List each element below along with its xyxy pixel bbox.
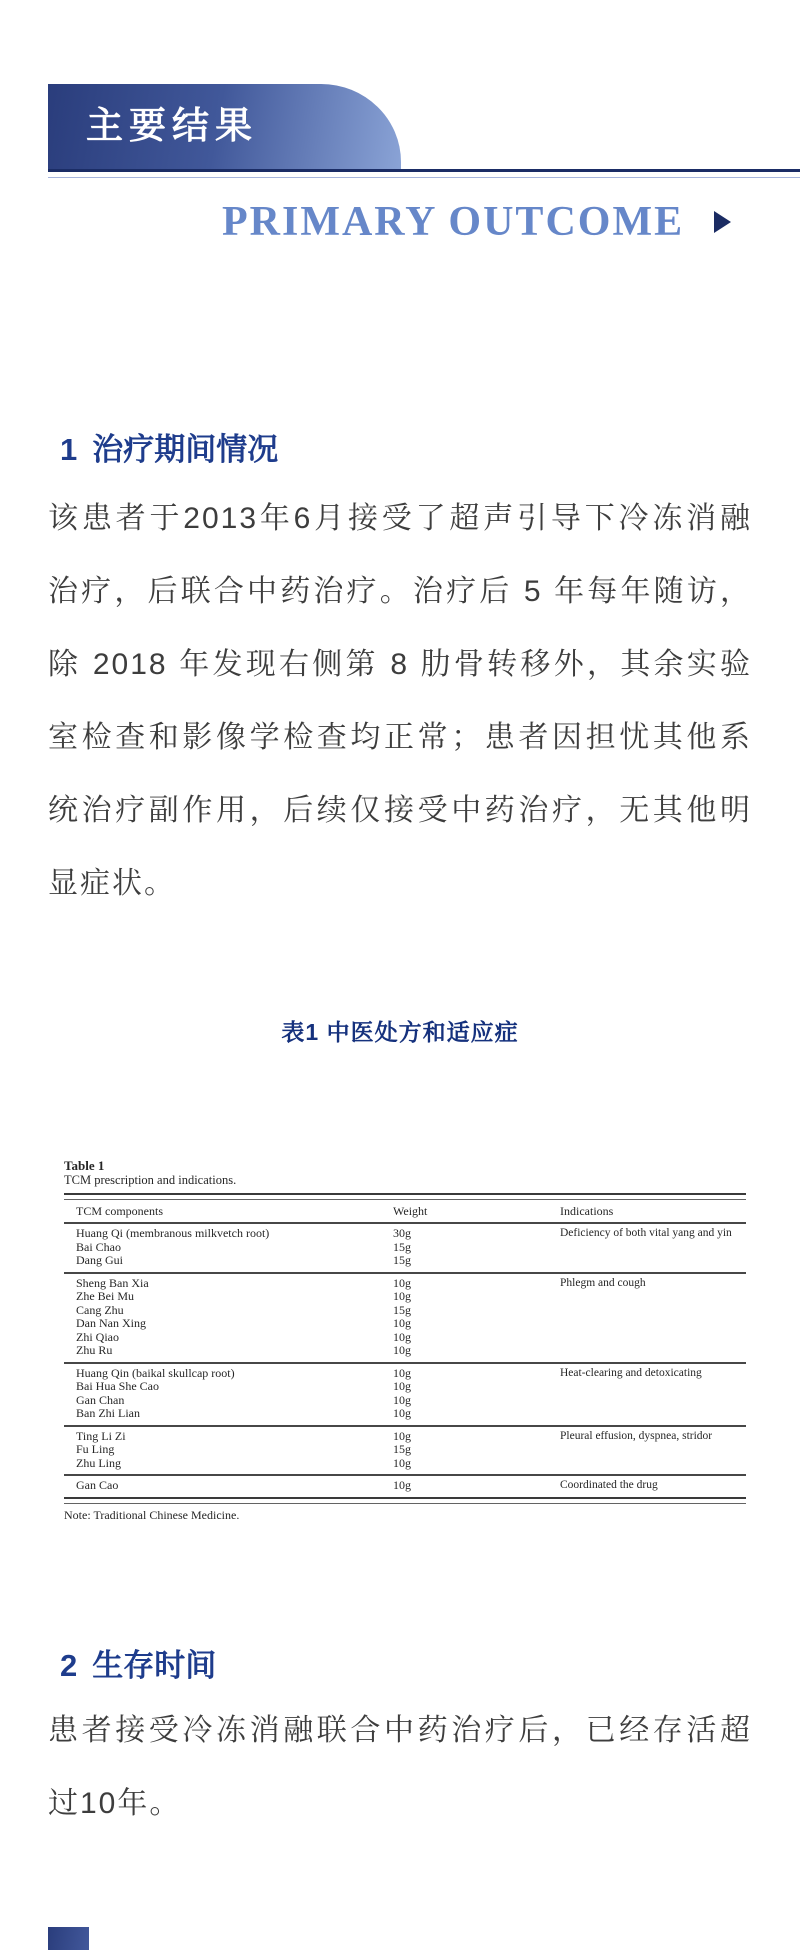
header-tcm-components: TCM components bbox=[76, 1204, 163, 1218]
section-banner bbox=[48, 84, 401, 169]
component-cell: Huang Qin (baikal skullcap root) bbox=[76, 1365, 235, 1380]
section1-heading bbox=[60, 424, 278, 469]
weight-cell: 10g bbox=[393, 1289, 411, 1303]
paragraph-line: 患者接受冷冻消融联合中药治疗后，已经存活超 bbox=[48, 1714, 752, 1747]
table-group bbox=[64, 1224, 746, 1272]
table-group bbox=[64, 1474, 746, 1497]
component-cell: Zhe Bei Mu bbox=[76, 1289, 134, 1303]
paragraph-line: 过10年。 bbox=[48, 1787, 182, 1820]
weight-cell: 10g bbox=[393, 1392, 411, 1407]
tcm-table bbox=[64, 1158, 746, 1522]
table-subtitle: TCM prescription and indications. bbox=[64, 1173, 237, 1187]
subtitle-row bbox=[222, 198, 731, 246]
weight-cell: 10g bbox=[393, 1316, 411, 1330]
section2-heading bbox=[60, 1640, 216, 1685]
component-cell: Bai Chao bbox=[76, 1239, 121, 1254]
table-body bbox=[64, 1224, 746, 1497]
weight-cell: 15g bbox=[393, 1442, 411, 1456]
indication-cell: Phlegm and cough bbox=[560, 1276, 646, 1289]
table-caption: 表1 中医处方和适应症 bbox=[281, 1019, 519, 1045]
paragraph-line: 除 2018 年发现右侧第 8 肋骨转移外，其余实验 bbox=[48, 648, 752, 681]
weight-cell: 15g bbox=[393, 1302, 411, 1317]
table-column bbox=[393, 1367, 560, 1421]
header-indications: Indications bbox=[560, 1204, 614, 1218]
section1-title: 治疗期间情况 bbox=[92, 432, 279, 467]
weight-cell: 10g bbox=[393, 1343, 411, 1357]
weight-cell: 10g bbox=[393, 1329, 411, 1344]
component-cell: Ban Zhi Lian bbox=[76, 1406, 140, 1420]
table-bottom-rule bbox=[64, 1497, 746, 1504]
table-column bbox=[64, 1479, 393, 1493]
component-cell: Huang Qi (membranous milkvetch root) bbox=[76, 1226, 270, 1240]
component-cell: Ting Li Zi bbox=[76, 1428, 126, 1443]
banner-underline-thin bbox=[48, 177, 800, 178]
play-triangle-icon bbox=[714, 211, 731, 233]
table-column bbox=[393, 1479, 560, 1493]
weight-cell: 15g bbox=[393, 1253, 411, 1267]
table-group bbox=[64, 1425, 746, 1475]
table-column bbox=[560, 1367, 746, 1421]
weight-cell: 10g bbox=[393, 1455, 411, 1470]
section1-paragraph bbox=[48, 482, 752, 920]
component-cell: Cang Zhu bbox=[76, 1302, 124, 1317]
component-cell: Zhu Ru bbox=[76, 1343, 113, 1357]
banner-underline bbox=[48, 169, 800, 172]
weight-cell: 10g bbox=[393, 1478, 411, 1492]
indication-cell: Coordinated the drug bbox=[560, 1479, 658, 1491]
table-column bbox=[64, 1277, 393, 1358]
table-title: Table 1 bbox=[64, 1158, 105, 1173]
table-column bbox=[393, 1430, 560, 1471]
table-group bbox=[64, 1272, 746, 1362]
weight-cell: 15g bbox=[393, 1239, 411, 1254]
indication-cell: Deficiency of both vital yang and yin bbox=[560, 1227, 732, 1239]
section2-number: 2 bbox=[60, 1648, 78, 1683]
table-top-rule bbox=[64, 1193, 746, 1200]
component-cell: Sheng Ban Xia bbox=[76, 1275, 149, 1290]
header-weight: Weight bbox=[393, 1204, 428, 1218]
table-column bbox=[560, 1479, 746, 1493]
primary-outcome-title: PRIMARY OUTCOME bbox=[222, 199, 685, 245]
table-note: Note: Traditional Chinese Medicine. bbox=[64, 1507, 240, 1522]
next-section-banner-corner bbox=[48, 1927, 89, 1950]
component-cell: Gan Cao bbox=[76, 1478, 119, 1492]
table-column bbox=[560, 1430, 746, 1471]
component-cell: Zhi Qiao bbox=[76, 1329, 119, 1344]
paragraph-line: 室检查和影像学检查均正常；患者因担忧其他系 bbox=[48, 721, 752, 754]
component-cell: Gan Chan bbox=[76, 1392, 125, 1407]
weight-cell: 10g bbox=[393, 1406, 411, 1420]
banner-title: 主要结果 bbox=[86, 106, 258, 147]
component-cell: Bai Hua She Cao bbox=[76, 1379, 159, 1393]
table-column bbox=[560, 1227, 746, 1268]
component-cell: Zhu Ling bbox=[76, 1455, 121, 1470]
component-cell: Dang Gui bbox=[76, 1253, 123, 1267]
section2-paragraph bbox=[48, 1694, 752, 1840]
weight-cell: 10g bbox=[393, 1379, 411, 1393]
table-column bbox=[393, 1277, 560, 1358]
indication-cell: Pleural effusion, dyspnea, stridor bbox=[560, 1429, 713, 1442]
table-column bbox=[64, 1227, 393, 1268]
paragraph-line: 统治疗副作用，后续仅接受中药治疗，无其他明 bbox=[48, 794, 752, 827]
paragraph-line: 该患者于2013年6月接受了超声引导下冷冻消融 bbox=[48, 502, 752, 535]
weight-cell: 10g bbox=[393, 1365, 411, 1380]
indication-cell: Heat-clearing and detoxicating bbox=[560, 1366, 702, 1379]
component-cell: Dan Nan Xing bbox=[76, 1316, 146, 1330]
weight-cell: 10g bbox=[393, 1275, 411, 1290]
section2-title: 生存时间 bbox=[92, 1648, 217, 1683]
table-column bbox=[64, 1367, 393, 1421]
paragraph-line: 治疗，后联合中药治疗。治疗后 5 年每年随访， bbox=[48, 575, 752, 608]
table-column bbox=[560, 1277, 746, 1358]
table-column bbox=[64, 1430, 393, 1471]
table-column bbox=[393, 1227, 560, 1268]
table-header-row bbox=[64, 1200, 746, 1224]
weight-cell: 30g bbox=[393, 1226, 411, 1240]
table-group bbox=[64, 1362, 746, 1425]
paragraph-line: 显症状。 bbox=[48, 867, 176, 900]
component-cell: Fu Ling bbox=[76, 1442, 115, 1456]
weight-cell: 10g bbox=[393, 1428, 411, 1443]
section1-number: 1 bbox=[60, 432, 78, 467]
